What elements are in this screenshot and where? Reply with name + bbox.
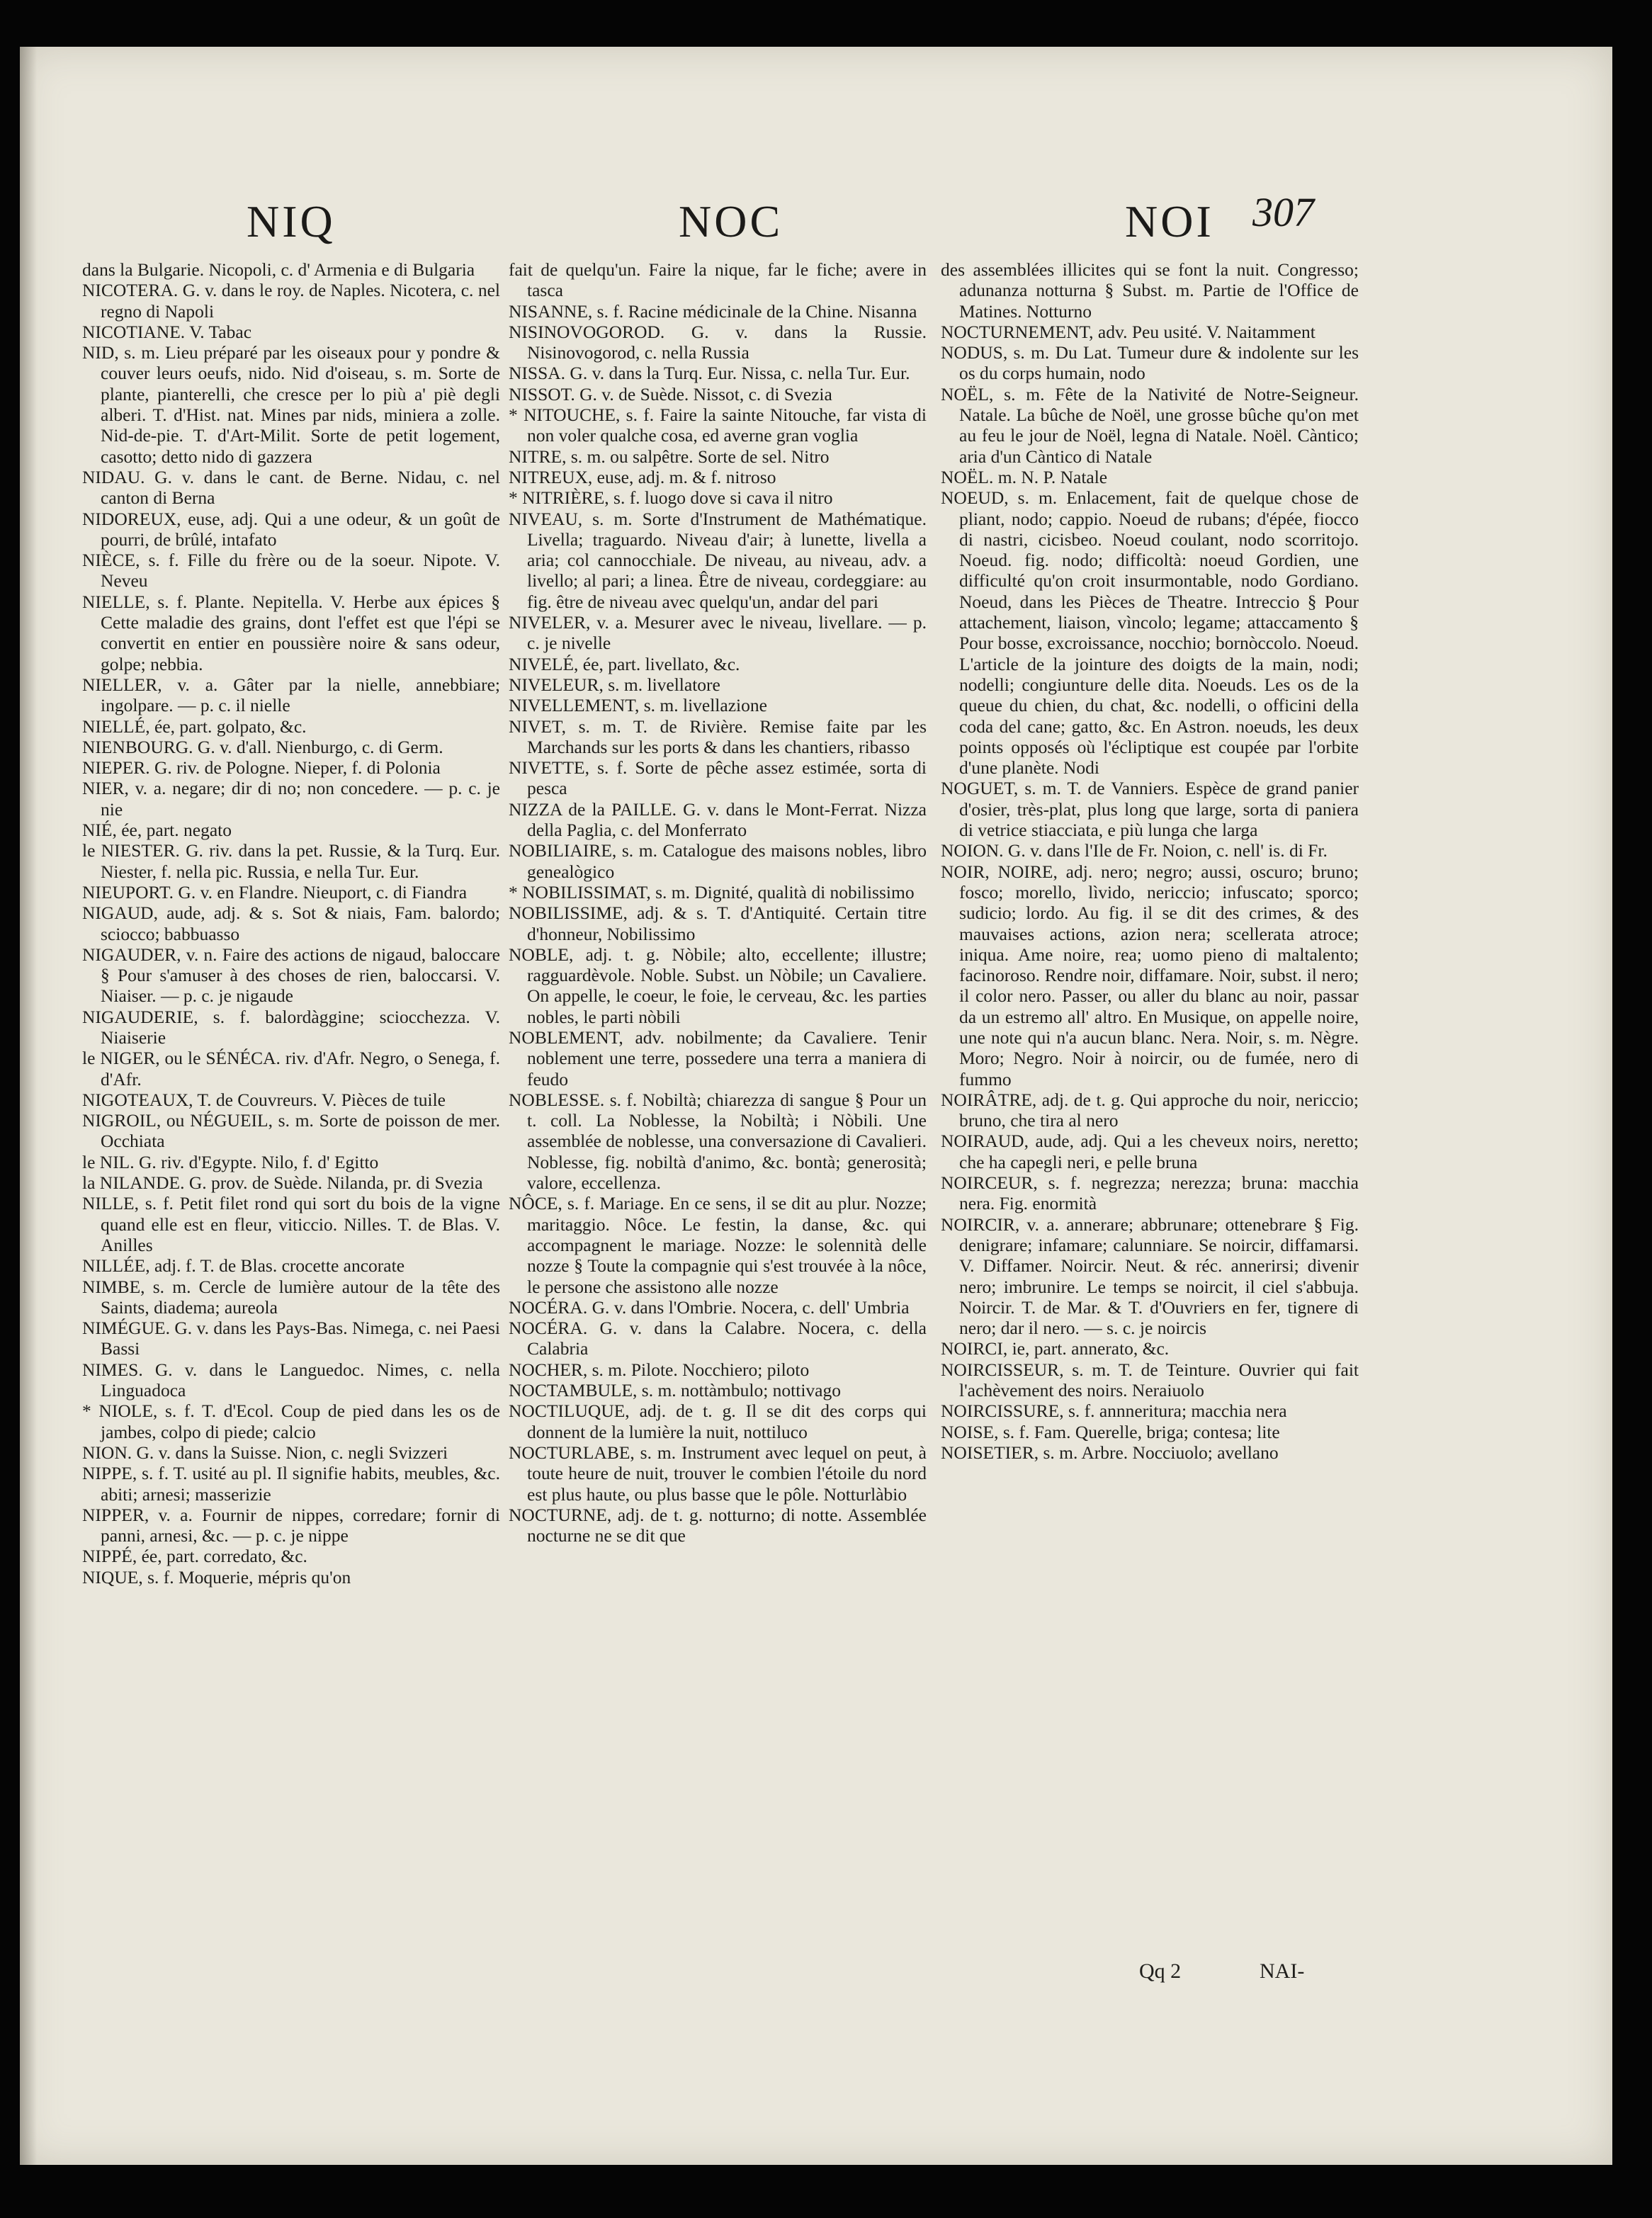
dictionary-entry: NIEUPORT. G. v. en Flandre. Nieuport, c. di Fiandra [82,881,468,903]
dictionary-entry: NOIRAUD, aude, adj. Qui a les cheveux noirs, neretto; che ha capegli neri, e pelle bruna [941,1131,1359,1172]
dictionary-entry: NOIRCEUR, s. f. negrezza; nerezza; bruna: macchia nera. Fig. enormità [941,1172,1359,1214]
dictionary-entry: NION. G. v. dans la Suisse. Nion, c. negli Svizzeri [82,1442,448,1463]
dictionary-entry: NIVETTE, s. f. Sorte de pêche assez estimée, sorta di pesca [509,757,927,799]
book-page [20,47,1612,2165]
dictionary-entry: NOBLEMENT, adv. nobilmente; da Cavaliere. Tenir noblement une terre, possedere una terra a maniera di feudo [509,1026,927,1090]
dictionary-entry: NIÈCE, s. f. Fille du frère ou de la soeur. Nipote. V. Neveu [82,550,500,592]
column-left [82,259,500,1588]
dictionary-entry: NID, s. m. Lieu préparé par les oiseaux pour y pondre & couver leurs oeufs, nido. Nid d'oiseau, s. m. Sorte de plante, pianterelli, che cresce per lo più a' piè degli alberi. T. d'Hist. nat. Mines par nids, miniera a zolle. Nid-de-pie. T. d'Art-Milit. Sorte de petit logement, casotto; detto nido di gazzera [82,342,500,467]
dictionary-entry: NOIRCISSURE, s. f. annneritura; macchia nera [941,1401,1287,1422]
dictionary-entry: NIVELÉ, ée, part. livellato, &c. [509,653,740,674]
dictionary-entry: NOIRÂTRE, adj. de t. g. Qui approche du noir, nericcio; bruno, che tira al nero [941,1089,1359,1131]
dictionary-entry: NIVELEUR, s. m. livellatore [509,674,720,695]
dictionary-entry: NIMBE, s. m. Cercle de lumière autour de la tête des Saints, diadema; aureola [82,1276,500,1318]
dictionary-entry: NISINOVOGOROD. G. v. dans la Russie. Nisinovogorod, c. nella Russia [509,321,927,363]
header-center-guideword: NOC [679,196,783,247]
dictionary-entry: NOBLE, adj. t. g. Nòbile; alto, eccellente; illustre; ragguardèvole. Noble. Subst. un Nòbile; un Cavaliere. On appelle, le coeur, le foie, le cerveau, &c. les parties nobles, le parti nòbili [509,944,927,1027]
dictionary-entry: NITREUX, euse, adj. m. & f. nitroso [509,466,776,487]
column-middle [509,259,927,1546]
dictionary-entry: * NITOUCHE, s. f. Faire la sainte Nitouche, far vista di non voler qualche cosa, ed averne gran voglia [509,404,927,446]
dictionary-entry: NIVELLEMENT, s. m. livellazione [509,695,767,716]
dictionary-entry: NOGUET, s. m. T. de Vanniers. Espèce de grand panier d'osier, très-plat, plus long que large, sorta di paniera di vetrice stiacciata, e più lunga che larga [941,778,1359,841]
dictionary-entry: * NITRIÈRE, s. f. luogo dove si cava il nitro [509,487,833,509]
header-right-guideword: NOI [1125,196,1214,247]
dictionary-entry: le NIESTER. G. riv. dans la pet. Russie, & la Turq. Eur. Niester, f. nella pic. Russia, e nella Tur. Eur. [82,840,500,882]
dictionary-entry: NOISETIER, s. m. Arbre. Nocciuolo; avellano [941,1442,1279,1463]
dictionary-entry: NIGAUDER, v. n. Faire des actions de nigaud, baloccare § Pour s'amuser à des choses de rien, baloccarsi. V. Niaiser. — p. c. je nigaude [82,944,500,1007]
dictionary-entry: le NIL. G. riv. d'Egypte. Nilo, f. d' Egitto [82,1151,379,1172]
dictionary-entry: NITRE, s. m. ou salpêtre. Sorte de sel. Nitro [509,446,830,467]
column-right [941,259,1359,1463]
dictionary-entry: NOCTILUQUE, adj. de t. g. Il se dit des corps qui donnent de la lumière la nuit, nottiluco [509,1401,927,1442]
dictionary-entry: NIQUE, s. f. Moquerie, mépris qu'on [82,1566,351,1588]
signature-mark: Qq 2 [1139,1959,1182,1983]
dictionary-entry: NICOTERA. G. v. dans le roy. de Naples. Nicotera, c. nel regno di Napoli [82,280,500,322]
dictionary-entry: NOIRCIR, v. a. annerare; abbrunare; ottenebrare § Fig. denigrare; infamare; calunniare. Se noircir, diffamarsi. V. Diffamer. Noircir. Neut. & réc. annerirsi; divenir nero; imbrunire. Le temps se noircit, il ciel s'abbuja. Noircir. T. de Mar. & T. d'Ouvriers en fer, tignere di nero; dar il nero. — s. c. je noircis [941,1213,1359,1339]
dictionary-entry: NOISE, s. f. Fam. Querelle, briga; contesa; lite [941,1421,1280,1442]
dictionary-entry: NOCTURNEMENT, adv. Peu usité. V. Naitamment [941,321,1316,342]
dictionary-entry: NIER, v. a. negare; dir di no; non concedere. — p. c. je nie [82,778,500,820]
dictionary-entry: NOBILISSIME, adj. & s. T. d'Antiquité. Certain titre d'honneur, Nobilissimo [509,903,927,944]
dictionary-entry: NOIR, NOIRE, adj. nero; negro; aussi, oscuro; bruno; fosco; morello, lìvido, nericcio; infuscato; sporco; sudicio; lordo. Au fig. il se dit des crimes, & des mauvaises actions, azion nera; scellerata atroce; iniqua. Ame noire, rea; uomo pieno di maltalento; facinoroso. Rendre noir, diffamare. Noir, subst. il nero; il color nero. Passer, ou aller du blanc au noir, passar da un estremo all' altro. En Musique, on appelle noire, une note qui n'a aucun blanc. Nera. Noir, s. m. Nègre. Moro; Negro. Noir à noircir, ou de fumée, nero di fummo [941,861,1359,1090]
dictionary-entry: le NIGER, ou le SÉNÉCA. riv. d'Afr. Negro, o Senega, f. d'Afr. [82,1048,500,1090]
dictionary-entry: NOCTURNE, adj. de t. g. notturno; di notte. Assemblée nocturne ne se dit que [509,1504,927,1546]
dictionary-entry: NIENBOURG. G. v. d'all. Nienburgo, c. di Germ. [82,736,443,757]
dictionary-entry: NIZZA de la PAILLE. G. v. dans le Mont-Ferrat. Nizza della Paglia, c. del Monferrato [509,798,927,841]
catchword: NAI- [1260,1959,1305,1983]
dictionary-entry: NISSA. G. v. dans la Turq. Eur. Nissa, c. nella Tur. Eur. [509,363,910,384]
dictionary-entry: NIÉ, ée, part. negato [82,820,232,841]
dictionary-entry: fait de quelqu'un. Faire la nique, far le fiche; avere in tasca [509,259,927,301]
dictionary-entry: NIGOTEAUX, T. de Couvreurs. V. Pièces de tuile [82,1089,446,1110]
page-number: 307 [1252,189,1314,235]
dictionary-entry: NOBILIAIRE, s. m. Catalogue des maisons nobles, libro genealògico [509,840,927,882]
dictionary-entry: NOCHER, s. m. Pilote. Nocchiero; piloto [509,1359,810,1380]
dictionary-entry: * NOBILISSIMAT, s. m. Dignité, qualità di nobilissimo [509,881,915,903]
dictionary-entry: NIVEAU, s. m. Sorte d'Instrument de Mathématique. Livella; traguardo. Niveau d'air; à lunette, livella a aria; col cannocchiale. De niveau, au niveau, adv. a livello; al pari; a linea. Être de niveau, cordeggiare: au fig. être de niveau avec quelqu'un, andar del pari [509,508,927,612]
dictionary-entry: NIPPE, s. f. T. usité au pl. Il signifie habits, meubles, &c. abiti; arnesi; masserizie [82,1463,500,1505]
dictionary-entry: NIGROIL, ou NÉGUEIL, s. m. Sorte de poisson de mer. Occhiata [82,1110,500,1152]
header-left-guideword: NIQ [247,196,336,247]
dictionary-entry: NOCÉRA. G. v. dans la Calabre. Nocera, c. della Calabria [509,1318,927,1359]
dictionary-entry: NILLE, s. f. Petit filet rond qui sort du bois de la vigne quand elle est en fleur, viticcio. Nilles. T. de Blas. V. Anilles [82,1193,500,1255]
dictionary-entry: NIDAU. G. v. dans le cant. de Berne. Nidau, c. nel canton di Berna [82,466,500,509]
dictionary-entry: NIPPER, v. a. Fournir de nippes, corredare; fornir di panni, arnesi, &c. — p. c. je nippe [82,1504,500,1546]
dictionary-entry: NIMES. G. v. dans le Languedoc. Nimes, c. nella Linguadoca [82,1359,500,1401]
dictionary-entry: NIGAUDERIE, s. f. balordàggine; sciocchezza. V. Niaiserie [82,1006,500,1048]
dictionary-entry: NISANNE, s. f. Racine médicinale de la Chine. Nisanna [509,300,917,322]
dictionary-entry: NIMÉGUE. G. v. dans les Pays-Bas. Nimega, c. nei Paesi Bassi [82,1318,500,1359]
dictionary-entry: NILLÉE, adj. f. T. de Blas. crocette ancorate [82,1255,405,1277]
running-header [20,174,1612,259]
dictionary-entry: la NILANDE. G. prov. de Suède. Nilanda, pr. di Svezia [82,1172,483,1194]
dictionary-entry: NOËL. m. N. P. Natale [941,466,1108,487]
dictionary-entry: NÔCE, s. f. Mariage. En ce sens, il se dit au plur. Nozze; maritaggio. Nôce. Le festin, la danse, &c. qui accompagnent le mariage. Nozze: le solennità delle nozze § Toute la compagnie qui s'est trouvée à la nôce, le persone che assistono alle nozze [509,1193,927,1297]
dictionary-entry: NICOTIANE. V. Tabac [82,321,252,342]
dictionary-entry: NOBLESSE. s. f. Nobiltà; chiarezza di sangue § Pour un t. coll. La Noblesse, la Nobiltà; i Nòbili. Une assemblée de noblesse, una conversazione di Cavalieri. Noblesse, fig. nobiltà d'animo, &c. bontà; generosità; valore, eccellenza. [509,1089,927,1194]
page-footer [1139,1959,1352,2002]
dictionary-entry: dans la Bulgarie. Nicopoli, c. d' Armenia e di Bulgaria [82,259,475,280]
dictionary-entry: des assemblées illicites qui se font la nuit. Congresso; adunanza notturna § Subst. m. Partie de l'Office de Matines. Notturno [941,259,1359,322]
dictionary-entry: NIEPER. G. riv. de Pologne. Nieper, f. di Polonia [82,757,441,779]
dictionary-entry: NOCTURLABE, s. m. Instrument avec lequel on peut, à toute heure de nuit, trouver le combien l'étoile du nord est plus haute, ou plus basse que le pôle. Notturlàbio [509,1442,927,1505]
dictionary-entry: NOCÉRA. G. v. dans l'Ombrie. Nocera, c. dell' Umbria [509,1296,910,1318]
dictionary-entry: NIPPÉ, ée, part. corredato, &c. [82,1546,307,1567]
dictionary-entry: NOEUD, s. m. Enlacement, fait de quelque chose de pliant, nodo; cappio. Noeud de rubans; d'épée, fiocco di nastri, cicisbeo. Noeud coulant, nodo scorritojo. Noeud. fig. nodo; difficoltà: noeud Gordien, une difficulté qu'on croit insurmontable, nodo Gordiano. Noeud, dans les Pièces de Theatre. Intreccio § Pour attachement, liaison, vìncolo; legame; attaccamento § Pour bosse, excroissance, nocchio; bornòccolo. Noeud. L'article de la jointure des doigts de la main, nodi; nodelli; congiunture delle dita. Noeuds. Les os de la queue du chien, du chat, &c. nodelli, o officini della coda del cane; gatto, &c. En Astron. noeuds, les deux points opposés où l'écliptique est coupée par l'orbite d'une planète. Nodi [941,487,1359,779]
dictionary-entry: NOCTAMBULE, s. m. nottàmbulo; nottivago [509,1380,841,1401]
dictionary-entry: NOIRCISSEUR, s. m. T. de Teinture. Ouvrier qui fait l'achèvement des noirs. Neraiuolo [941,1359,1359,1401]
dictionary-entry: NIVET, s. m. T. de Rivière. Remise faite par les Marchands sur les ports & dans les chantiers, ribasso [509,715,927,757]
dictionary-entry: NIELLER, v. a. Gâter par la nielle, annebbiare; ingolpare. — p. c. il nielle [82,674,500,716]
dictionary-entry: NIVELER, v. a. Mesurer avec le niveau, livellare. — p. c. je nivelle [509,612,927,654]
dictionary-entry: NOËL, s. m. Fête de la Nativité de Notre-Seigneur. Natale. La bûche de Noël, une grosse bûche qu'on met au feu le jour de Noël, legna di Natale. Noël. Càntico; aria d'un Càntico di Natale [941,383,1359,467]
dictionary-entry: NIGAUD, aude, adj. & s. Sot & niais, Fam. balordo; sciocco; babbuasso [82,903,500,944]
dictionary-entry: NOION. G. v. dans l'Ile de Fr. Noion, c. nell' is. di Fr. [941,840,1328,861]
dictionary-entry: * NIOLE, s. f. T. d'Ecol. Coup de pied dans les os de jambes, colpo di piede; calcio [82,1401,500,1442]
dictionary-entry: NOIRCI, ie, part. annerato, &c. [941,1338,1170,1359]
dictionary-entry: NIELLE, s. f. Plante. Nepitella. V. Herbe aux épices § Cette maladie des grains, dont l'effet est que l'épi se convertit en entier en poussière noire & sans odeur, golpe; nebbia. [82,591,500,674]
dictionary-entry: NIDOREUX, euse, adj. Qui a une odeur, & un goût de pourri, de brûlé, intafato [82,508,500,550]
dictionary-entry: NIELLÉ, ée, part. golpato, &c. [82,715,307,737]
dictionary-entry: NODUS, s. m. Du Lat. Tumeur dure & indolente sur les os du corps humain, nodo [941,342,1359,384]
dictionary-entry: NISSOT. G. v. de Suède. Nissot, c. di Svezia [509,383,832,404]
